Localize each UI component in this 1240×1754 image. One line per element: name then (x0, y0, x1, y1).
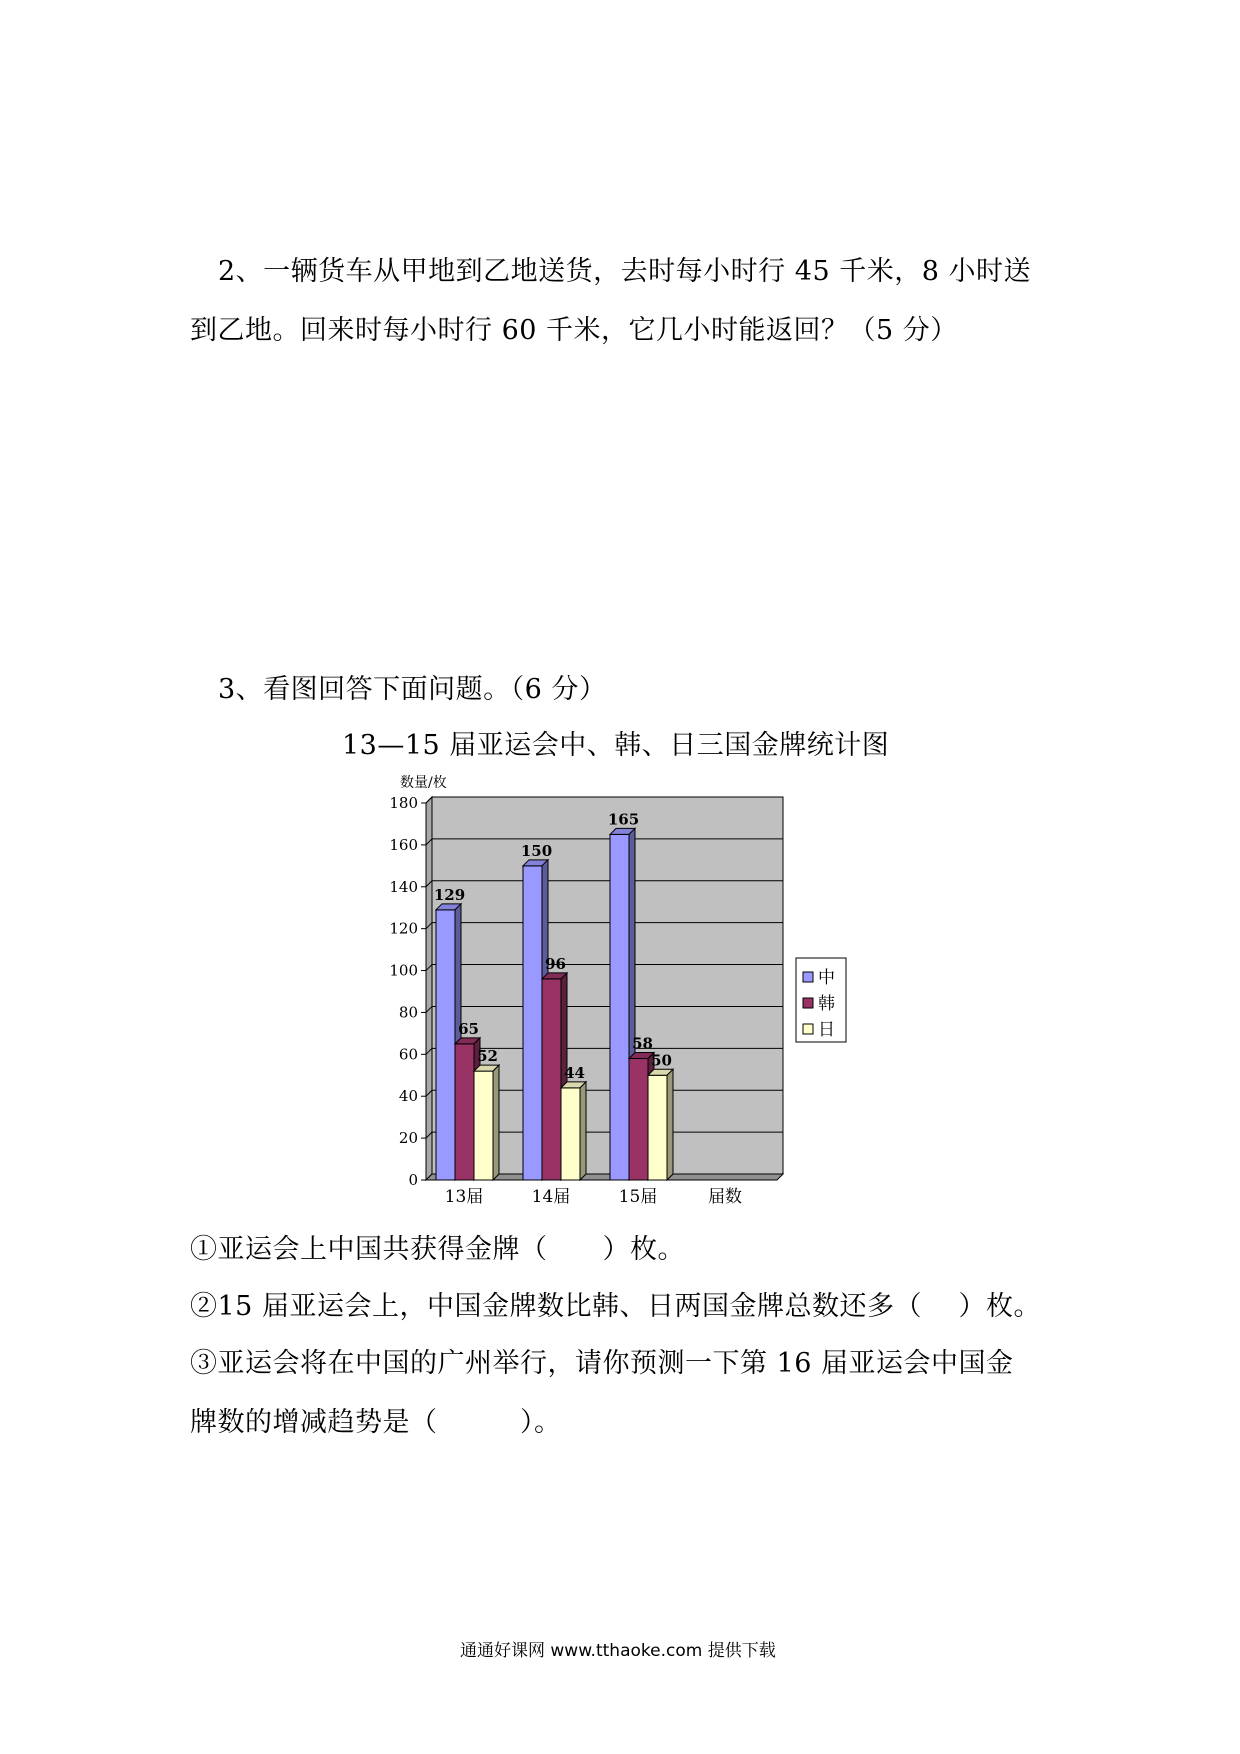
question-3-title: 3、看图回答下面问题。（6 分） (218, 674, 607, 705)
y-tick-label: 60 (398, 1045, 418, 1064)
plot-side-wall (426, 797, 432, 1180)
bar (455, 1044, 474, 1180)
y-tick-label: 160 (389, 835, 418, 854)
y-tick-label: 20 (398, 1129, 418, 1148)
legend-swatch (803, 972, 813, 982)
sub-question-3-line-1: ③亚运会将在中国的广州举行，请你预测一下第 16 届亚运会中国金 (190, 1348, 1014, 1379)
x-tick-label: 14届 (531, 1187, 571, 1207)
legend-label: 日 (818, 1020, 835, 1040)
y-tick-label: 140 (389, 877, 418, 896)
data-label: 50 (651, 1051, 672, 1070)
y-tick-label: 100 (389, 961, 418, 980)
bar (629, 1059, 648, 1180)
bar (561, 1088, 580, 1180)
legend-swatch (803, 998, 813, 1008)
legend-label: 韩 (818, 994, 835, 1014)
footer-source: 通通好课网 www.tthaoke.com 提供下载 (460, 1641, 776, 1661)
bar (523, 866, 542, 1180)
legend-label: 中 (818, 968, 835, 988)
x-tick-label: 15届 (618, 1187, 658, 1207)
data-label: 44 (564, 1063, 585, 1082)
bar (542, 979, 561, 1180)
y-tick-label: 0 (408, 1171, 418, 1189)
question-2-line-1: 2、一辆货车从甲地到乙地送货，去时每小时行 45 千米，8 小时送 (218, 256, 1031, 287)
bar (610, 834, 629, 1180)
bar (648, 1075, 667, 1180)
data-label: 96 (545, 954, 566, 973)
bar-side (580, 1082, 586, 1180)
x-tick-label: 13届 (444, 1187, 484, 1207)
y-tick-label: 80 (398, 1003, 418, 1022)
sub-question-1: ①亚运会上中国共获得金牌（ ）枚。 (190, 1234, 685, 1265)
sub-question-3-line-2: 牌数的增减趋势是（ ）。 (190, 1407, 562, 1438)
x-axis-label: 届数 (708, 1187, 742, 1207)
data-label: 58 (632, 1034, 653, 1053)
legend-swatch (803, 1024, 813, 1034)
bar-side (493, 1065, 499, 1180)
y-tick-label: 180 (389, 794, 418, 812)
bar-side (667, 1069, 673, 1180)
sub-question-2: ②15 届亚运会上，中国金牌数比韩、日两国金牌总数还多（ ）枚。 (190, 1291, 1042, 1322)
data-label: 165 (607, 810, 640, 829)
y-tick-label: 120 (389, 919, 418, 938)
y-tick-label: 40 (398, 1087, 418, 1106)
data-label: 150 (520, 841, 553, 860)
data-label: 65 (458, 1019, 479, 1038)
data-label: 52 (477, 1047, 498, 1066)
question-2-line-2: 到乙地。回来时每小时行 60 千米，它几小时能返回？（5 分） (190, 315, 958, 346)
gold-medal-bar-chart (380, 770, 860, 1220)
data-label: 129 (433, 885, 466, 904)
chart-title: 13—15 届亚运会中、韩、日三国金牌统计图 (342, 730, 890, 761)
y-axis-label: 数量/枚 (400, 775, 447, 791)
bar (474, 1071, 493, 1180)
bar (436, 910, 455, 1180)
